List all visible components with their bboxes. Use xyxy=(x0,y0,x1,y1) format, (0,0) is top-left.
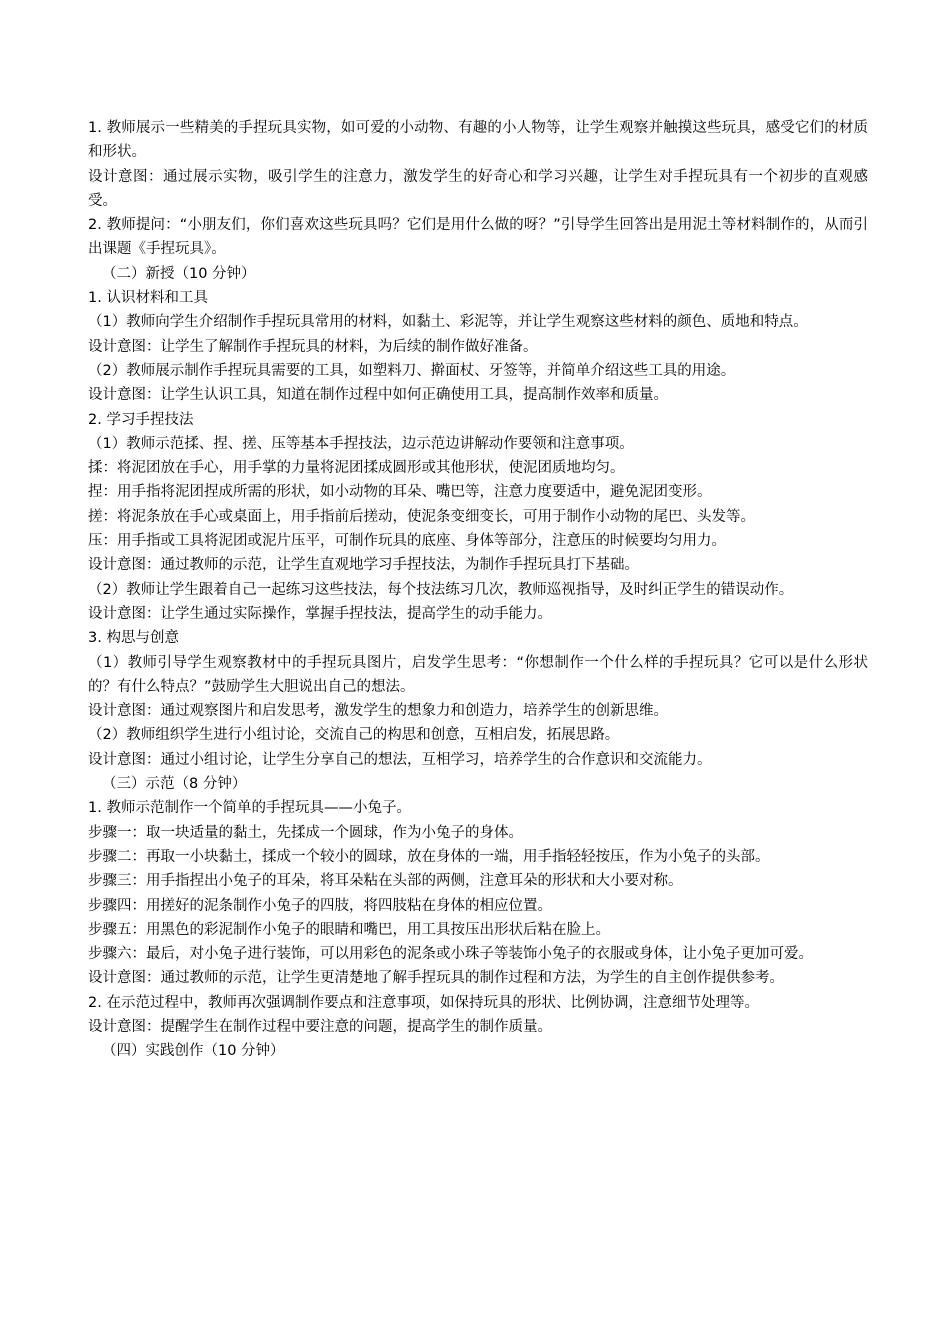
paragraph: 设计意图：让学生认识工具，知道在制作过程中如何正确使用工具，提高制作效率和质量。 xyxy=(88,387,668,404)
paragraph: 设计意图：通过教师的示范，让学生直观地学习手捏技法，为制作手捏玩具打下基础。 xyxy=(88,557,639,574)
section-heading: （四）实践创作（10 分钟） xyxy=(102,1043,285,1060)
paragraph: 步骤二：再取一小块黏土，揉成一个较小的圆球，放在身体的一端，用手指轻轻按压，作为小兔子的头部。 xyxy=(88,848,770,865)
paragraph: 2. 在示范过程中，教师再次强调制作要点和注意事项，如保持玩具的形状、比例协调，注意细节处理等。 xyxy=(88,994,759,1011)
paragraph: （1）教师向学生介绍制作手捏玩具常用的材料，如黏土、彩泥等，并让学生观察这些材料的颜色、质地和特点。 xyxy=(88,314,808,331)
paragraph: 1. 认识材料和工具 xyxy=(88,290,208,307)
paragraph: 压：用手指或工具将泥团或泥片压平，可制作玩具的底座、身体等部分，注意压的时候要均匀用力。 xyxy=(88,533,726,550)
paragraph: 设计意图：提醒学生在制作过程中要注意的问题，提高学生的制作质量。 xyxy=(88,1018,552,1035)
section-heading: （二）新授（10 分钟） xyxy=(102,265,256,282)
paragraph: 搓：将泥条放在手心或桌面上，用手指前后搓动，使泥条变细变长，可用于制作小动物的尾巴、头发等。 xyxy=(88,508,755,525)
paragraph: 步骤四：用搓好的泥条制作小兔子的四肢，将四肢粘在身体的相应位置。 xyxy=(88,897,552,914)
paragraph: 步骤六：最后，对小兔子进行装饰，可以用彩色的泥条或小珠子等装饰小兔子的衣服或身体，让小兔子更加可爱。 xyxy=(88,946,813,963)
paragraph: （2）教师组织学生进行小组讨论，交流自己的构思和创意，互相启发，拓展思路。 xyxy=(88,727,620,744)
paragraph: 步骤五：用黑色的彩泥制作小兔子的眼睛和嘴巴，用工具按压出形状后粘在脸上。 xyxy=(88,921,610,938)
section-heading: （三）示范（8 分钟） xyxy=(102,776,247,793)
paragraph: 3. 构思与创意 xyxy=(88,630,179,647)
paragraph: 设计意图：让学生了解制作手捏玩具的材料，为后续的制作做好准备。 xyxy=(88,338,538,355)
paragraph: （1）教师示范揉、捏、搓、压等基本手捏技法，边示范边讲解动作要领和注意事项。 xyxy=(88,435,634,452)
paragraph: （1）教师引导学生观察教材中的手捏玩具图片，启发学生思考：“你想制作一个什么样的手捏玩具？它可以是什么形状的？有什么特点？”鼓励学生大胆说出自己的想法。 xyxy=(88,654,868,695)
paragraph: 揉：将泥团放在手心，用手掌的力量将泥团揉成圆形或其他形状，使泥团质地均匀。 xyxy=(88,460,625,477)
paragraph: 1. 教师示范制作一个简单的手捏玩具——小兔子。 xyxy=(88,800,411,817)
paragraph: 步骤一：取一块适量的黏土，先揉成一个圆球，作为小兔子的身体。 xyxy=(88,824,523,841)
paragraph: 2. 教师提问：“小朋友们，你们喜欢这些玩具吗？它们是用什么做的呀？”引导学生回答出是用泥土等材料制作的，从而引出课题《手捏玩具》。 xyxy=(88,217,868,258)
paragraph: 设计意图：通过展示实物，吸引学生的注意力，激发学生的好奇心和学习兴趣，让学生对手捏玩具有一个初步的直观感受。 xyxy=(88,168,868,209)
paragraph: 设计意图：通过观察图片和启发思考，激发学生的想象力和创造力，培养学生的创新思维。 xyxy=(88,703,668,720)
paragraph: 设计意图：让学生通过实际操作，掌握手捏技法，提高学生的动手能力。 xyxy=(88,605,552,622)
paragraph: 捏：用手指将泥团捏成所需的形状，如小动物的耳朵、嘴巴等，注意力度要适中，避免泥团变形。 xyxy=(88,484,712,501)
paragraph: 设计意图：通过小组讨论，让学生分享自己的想法，互相学习，培养学生的合作意识和交流能力。 xyxy=(88,751,712,768)
paragraph: 2. 学习手捏技法 xyxy=(88,411,194,428)
paragraph: 步骤三：用手指捏出小兔子的耳朵，将耳朵粘在头部的两侧，注意耳朵的形状和大小要对称。 xyxy=(88,873,683,890)
document-body xyxy=(88,116,868,1064)
paragraph: （2）教师展示制作手捏玩具需要的工具，如塑料刀、擀面杖、牙签等，并简单介绍这些工具的用途。 xyxy=(88,362,736,379)
paragraph: 设计意图：通过教师的示范，让学生更清楚地了解手捏玩具的制作过程和方法，为学生的自主创作提供参考。 xyxy=(88,970,784,987)
paragraph: 1. 教师展示一些精美的手捏玩具实物，如可爱的小动物、有趣的小人物等，让学生观察并触摸这些玩具，感受它们的材质和形状。 xyxy=(88,120,868,161)
paragraph: （2）教师让学生跟着自己一起练习这些技法，每个技法练习几次，教师巡视指导，及时纠正学生的错误动作。 xyxy=(88,581,794,598)
